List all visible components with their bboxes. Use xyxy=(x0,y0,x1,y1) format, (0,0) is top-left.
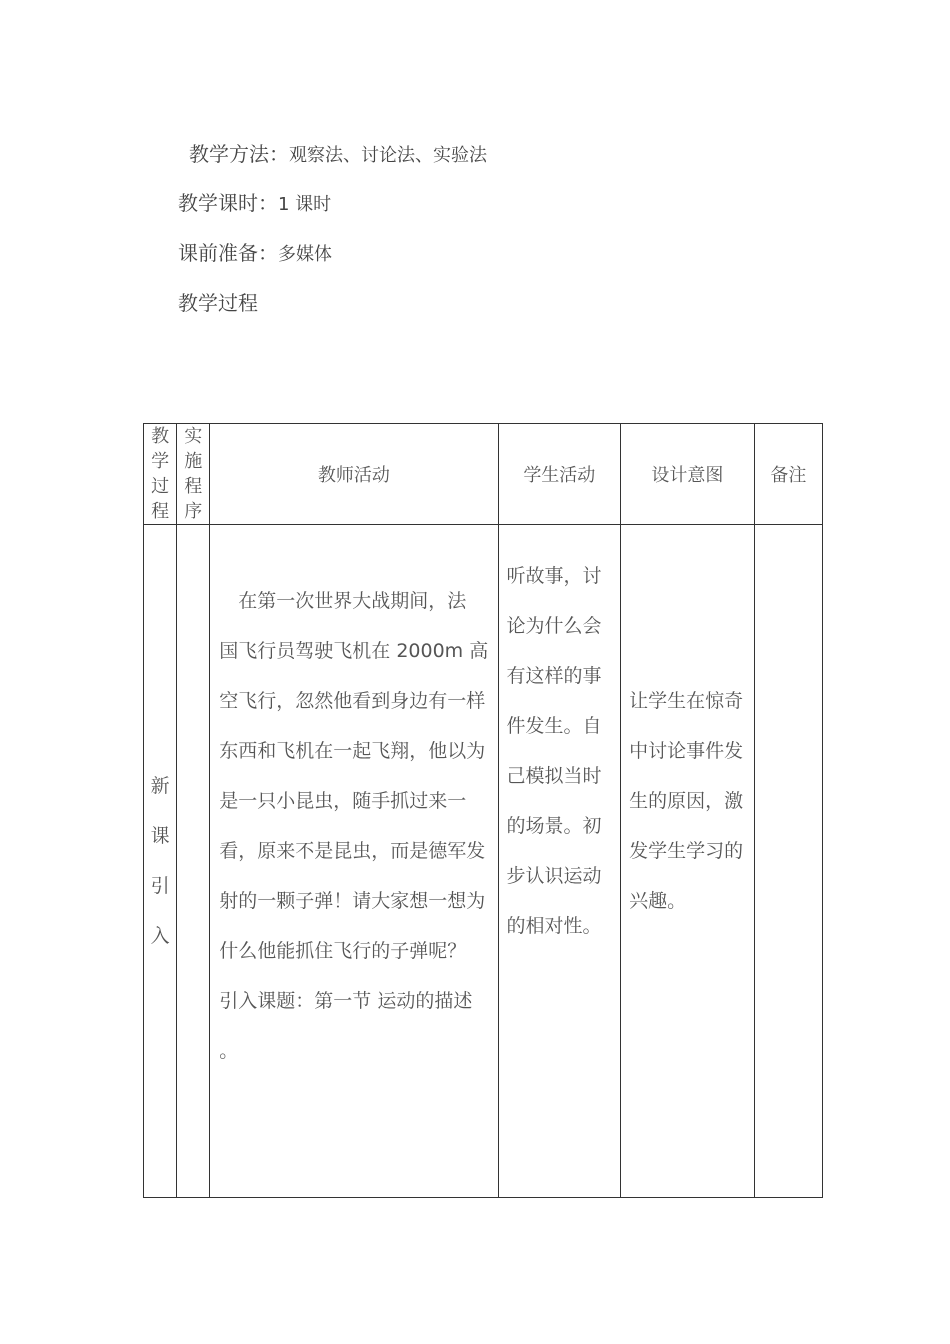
intent-text-line: 生的原因，激 xyxy=(629,790,744,812)
teacher-text-line: 。 xyxy=(219,1040,239,1062)
header-char: 实 xyxy=(184,426,203,447)
student-text-line: 的场景。初 xyxy=(506,815,602,837)
student-text-line: 有这样的事 xyxy=(506,665,602,687)
teaching-method-value: 观察法、讨论法、实验法 xyxy=(289,145,487,166)
student-text-line: 的相对性。 xyxy=(506,915,602,937)
teacher-text-line: 东西和飞机在一起飞翔，他以为 xyxy=(219,740,486,762)
header-char: 程 xyxy=(184,476,203,497)
header-notes: 备注 xyxy=(754,424,822,525)
intent-text-line: 兴趣。 xyxy=(629,890,687,912)
header-design-intent: 设计意图 xyxy=(621,424,755,525)
header-teaching-process xyxy=(144,424,177,525)
teacher-text-line: 看，原来不是昆虫，而是德军发 xyxy=(219,840,486,862)
header-char: 序 xyxy=(184,501,203,522)
stage-char: 引 xyxy=(150,875,170,897)
intent-text-line: 发学生学习的 xyxy=(629,840,744,862)
header-student-activity: 学生活动 xyxy=(498,424,621,525)
student-text-line: 步认识运动 xyxy=(506,865,602,887)
teacher-text-line: 是一只小昆虫，随手抓过来一 xyxy=(219,790,467,812)
teaching-method-line xyxy=(189,138,487,167)
table-header-row xyxy=(144,424,823,525)
teacher-text-line: 什么他能抓住飞行的子弹呢？ xyxy=(219,940,467,962)
teacher-activity-cell xyxy=(210,525,498,1198)
teacher-text-line: 空飞行，忽然他看到身边有一样 xyxy=(219,690,486,712)
teaching-hours-value: 1 课时 xyxy=(278,194,332,215)
header-char: 教 xyxy=(151,426,170,447)
lesson-plan-table xyxy=(143,423,823,1198)
stage-char: 课 xyxy=(150,825,170,847)
teacher-text-line: 射的一颗子弹！请大家想一想为 xyxy=(219,890,486,912)
header-implementation-steps xyxy=(177,424,210,525)
design-intent-cell xyxy=(621,525,755,1198)
student-text-line: 论为什么会 xyxy=(506,615,602,637)
teacher-text-line: 在第一次世界大战期间，法 xyxy=(219,590,467,612)
header-char: 学 xyxy=(151,451,170,472)
notes-cell xyxy=(754,525,822,1198)
table-row xyxy=(144,525,823,1198)
teaching-hours-label: 教学课时： xyxy=(178,191,278,215)
stage-char: 入 xyxy=(150,925,170,947)
intent-text-line: 中讨论事件发 xyxy=(629,740,744,762)
header-teacher-activity: 教师活动 xyxy=(210,424,498,525)
teaching-process-heading: 教学过程 xyxy=(178,291,258,315)
teacher-text-line: 国飞行员驾驶飞机在 2000m 高 xyxy=(219,640,489,662)
student-activity-cell xyxy=(498,525,621,1198)
student-text-line: 件发生。自 xyxy=(506,715,602,737)
header-char: 程 xyxy=(151,501,170,522)
steps-cell xyxy=(177,525,210,1198)
student-text-line: 己模拟当时 xyxy=(506,765,602,787)
stage-char: 新 xyxy=(150,775,170,797)
header-char: 施 xyxy=(184,451,203,472)
preparation-line xyxy=(178,237,332,266)
student-text-line: 听故事，讨 xyxy=(506,565,602,587)
teacher-text-line: 引入课题：第一节 运动的描述 xyxy=(219,990,473,1012)
teaching-method-label: 教学方法： xyxy=(189,142,289,166)
teaching-hours-line xyxy=(178,187,331,216)
preparation-value: 多媒体 xyxy=(278,244,332,265)
header-char: 过 xyxy=(151,476,170,497)
stage-cell xyxy=(144,525,177,1198)
preparation-label: 课前准备： xyxy=(178,241,278,265)
intent-text-line: 让学生在惊奇 xyxy=(629,690,744,712)
